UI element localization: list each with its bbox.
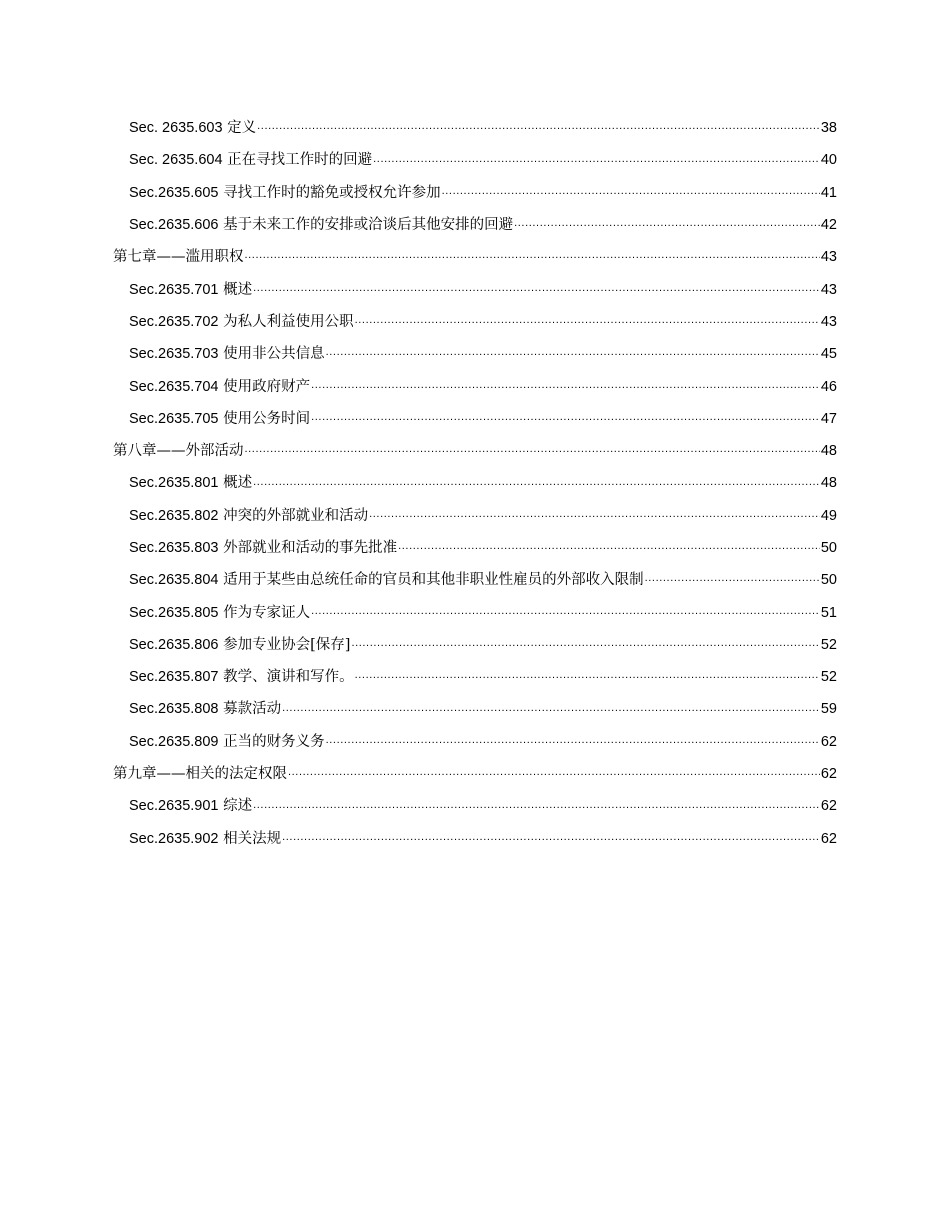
toc-section-title: 相关法规 [223, 830, 282, 847]
toc-entry-title [129, 409, 310, 429]
toc-section-number: Sec.2635.802 [129, 507, 219, 524]
toc-chapter-entry[interactable] [0, 435, 950, 467]
toc-page-number: 50 [820, 572, 837, 589]
toc-page-number: 62 [820, 766, 837, 783]
dot-leader [282, 698, 820, 726]
toc-entry-title [113, 441, 244, 461]
toc-page-number: 48 [820, 443, 837, 460]
toc-section-number: Sec.2635.704 [129, 378, 219, 395]
toc-section-title: 第七章——滥用职权 [113, 249, 244, 266]
toc-section-title: 使用政府财产 [223, 378, 311, 395]
toc-page-number: 49 [820, 507, 837, 524]
toc-page-number: 38 [820, 120, 837, 137]
toc-entry-title [129, 312, 354, 332]
dot-leader [326, 342, 820, 370]
toc-section-entry[interactable] [0, 209, 950, 241]
toc-section-number: Sec.2635.804 [129, 572, 219, 589]
toc-section-title: 基于未来工作的安排或洽谈后其他安排的回避 [223, 217, 514, 234]
toc-page-number: 50 [820, 540, 837, 556]
toc-page-number: 62 [820, 733, 837, 750]
toc-entry-title [129, 667, 354, 687]
table-of-contents [0, 112, 950, 855]
dot-leader [351, 633, 819, 661]
dot-leader [257, 116, 820, 144]
toc-section-number: Sec.2635.606 [129, 217, 219, 234]
toc-section-number: Sec.2635.701 [129, 281, 219, 298]
toc-page-number: 41 [820, 184, 837, 201]
toc-section-entry[interactable] [0, 112, 950, 144]
dot-leader [253, 278, 820, 306]
toc-entry-title [129, 280, 252, 300]
toc-page-number: 40 [820, 152, 837, 169]
toc-section-title: 概述 [223, 281, 253, 298]
dot-leader [311, 601, 820, 629]
toc-section-entry[interactable] [0, 177, 950, 209]
toc-entry-title [129, 473, 252, 493]
toc-section-title: 使用非公共信息 [223, 346, 325, 363]
toc-section-title: 第九章——相关的法定权限 [113, 766, 287, 783]
toc-entry-title [129, 829, 281, 849]
toc-entry-title [129, 538, 397, 558]
toc-section-entry[interactable] [0, 532, 950, 564]
toc-section-entry[interactable] [0, 629, 950, 661]
toc-entry-title [129, 118, 256, 138]
dot-leader [369, 504, 820, 532]
toc-entry-title [129, 150, 372, 170]
toc-entry-title [129, 732, 325, 752]
toc-section-title: 寻找工作时的豁免或授权允许参加 [223, 184, 441, 201]
toc-section-title: 适用于某些由总统任命的官员和其他非职业性雇员的外部收入限制 [223, 572, 644, 589]
toc-section-number: Sec.2635.807 [129, 669, 219, 686]
toc-page-number: 45 [820, 346, 837, 363]
toc-section-number: Sec.2635.703 [129, 346, 219, 363]
toc-section-entry[interactable] [0, 661, 950, 693]
dot-leader [355, 665, 820, 693]
toc-section-entry[interactable] [0, 338, 950, 370]
toc-section-number: Sec. 2635.603 [129, 120, 223, 137]
dot-leader [245, 245, 820, 273]
dot-leader [645, 568, 820, 596]
toc-section-title: 教学、演讲和写作。 [223, 669, 354, 686]
toc-section-number: Sec. 2635.604 [129, 152, 223, 169]
toc-entry-title [129, 699, 281, 719]
dot-leader [311, 375, 820, 403]
toc-page-number: 47 [820, 410, 837, 427]
toc-section-entry[interactable] [0, 823, 950, 855]
toc-section-entry[interactable] [0, 564, 950, 596]
toc-section-entry[interactable] [0, 370, 950, 402]
toc-section-number: Sec.2635.705 [129, 410, 219, 427]
dot-leader [282, 827, 820, 855]
toc-section-number: Sec.2635.702 [129, 313, 219, 330]
toc-section-entry[interactable] [0, 790, 950, 822]
toc-section-title: 定义 [227, 120, 257, 137]
toc-section-entry[interactable] [0, 500, 950, 532]
toc-chapter-entry[interactable] [0, 241, 950, 273]
toc-section-entry[interactable] [0, 726, 950, 758]
dot-leader [311, 407, 820, 435]
toc-section-entry[interactable] [0, 144, 950, 176]
toc-section-entry[interactable] [0, 403, 950, 435]
toc-section-entry[interactable] [0, 596, 950, 628]
toc-section-number: Sec.2635.901 [129, 798, 219, 815]
toc-page-number: 52 [820, 669, 837, 686]
toc-section-number: Sec.2635.809 [129, 733, 219, 750]
toc-page-number: 59 [820, 701, 837, 718]
toc-section-title: 为私人利益使用公职 [223, 313, 354, 330]
toc-entry-title [113, 247, 244, 267]
toc-section-number: Sec.2635.605 [129, 184, 219, 201]
toc-page-number: 46 [820, 378, 837, 395]
dot-leader [514, 213, 820, 241]
toc-section-number: Sec.2635.801 [129, 475, 219, 492]
toc-page-number: 43 [820, 281, 837, 298]
toc-section-number: Sec.2635.805 [129, 604, 219, 621]
toc-entry-title [113, 764, 287, 784]
toc-page-number: 62 [820, 798, 837, 815]
toc-page-number: 48 [820, 475, 837, 492]
dot-leader [253, 795, 820, 823]
dot-leader [288, 762, 820, 790]
toc-section-title: 外部就业和活动的事先批准 [223, 540, 398, 556]
toc-section-entry[interactable] [0, 273, 950, 305]
toc-entry-title [129, 635, 350, 655]
toc-section-title: 使用公务时间 [223, 410, 311, 427]
toc-section-title: 正在寻找工作时的回避 [227, 152, 373, 169]
toc-section-title: 参加专业协会[保存] [223, 636, 351, 653]
toc-section-title: 概述 [223, 475, 253, 492]
toc-section-number: Sec.2635.902 [129, 830, 219, 847]
toc-section-title: 作为专家证人 [223, 604, 311, 621]
toc-section-entry[interactable] [0, 693, 950, 725]
toc-section-entry[interactable] [0, 306, 950, 338]
dot-leader [245, 439, 820, 467]
dot-leader [373, 149, 820, 177]
toc-section-number: Sec.2635.803 [129, 540, 219, 556]
toc-page-number: 42 [820, 217, 837, 234]
dot-leader [326, 730, 820, 758]
toc-page-number: 43 [820, 313, 837, 330]
toc-entry-title [129, 603, 310, 623]
toc-entry-title [129, 344, 325, 364]
toc-section-title: 正当的财务义务 [223, 733, 325, 750]
dot-leader [253, 472, 820, 500]
toc-section-number: Sec.2635.808 [129, 701, 219, 718]
toc-section-title: 冲突的外部就业和活动 [223, 507, 369, 524]
toc-entry-title [129, 570, 644, 590]
toc-page-number: 51 [820, 604, 837, 621]
toc-section-title: 综述 [223, 798, 253, 815]
toc-entry-title [129, 377, 310, 397]
toc-chapter-entry[interactable] [0, 758, 950, 790]
dot-leader [442, 181, 820, 209]
dot-leader [398, 536, 820, 564]
dot-leader [355, 310, 820, 338]
toc-section-title: 第八章——外部活动 [113, 443, 244, 460]
toc-entry-title [129, 183, 441, 203]
toc-entry-title [129, 506, 368, 526]
toc-page-number: 52 [820, 636, 837, 653]
toc-section-entry[interactable] [0, 467, 950, 499]
toc-entry-title [129, 215, 513, 235]
toc-section-number: Sec.2635.806 [129, 636, 219, 653]
toc-page-number: 62 [820, 830, 837, 847]
toc-entry-title [129, 796, 252, 816]
toc-page-number: 43 [820, 249, 837, 266]
toc-section-title: 募款活动 [223, 701, 282, 718]
